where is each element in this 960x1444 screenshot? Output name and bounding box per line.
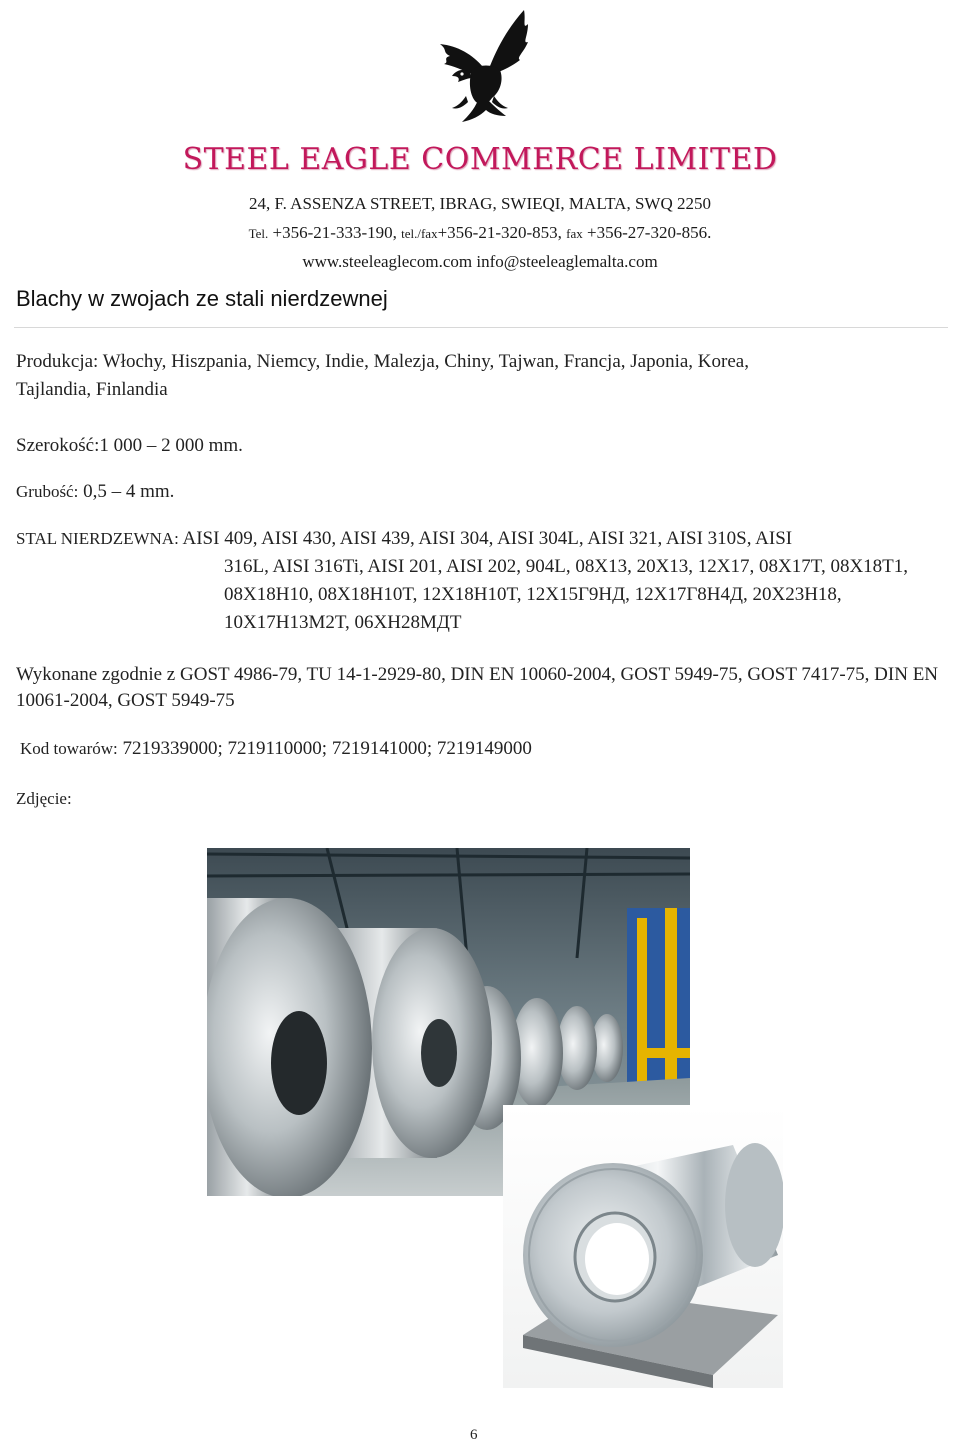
thickness-label: Grubość: bbox=[16, 482, 79, 501]
fax-label: fax bbox=[566, 226, 583, 241]
telfax-number: +356-21-320-853, bbox=[437, 223, 562, 242]
telfax-label: tel./fax bbox=[401, 226, 438, 241]
eagle-icon bbox=[428, 6, 540, 124]
steel-label: STAL NIERDZEWNA: bbox=[16, 529, 179, 548]
standards-value: GOST 4986-79, TU 14-1-2929-80, DIN EN 10060-2004, GOST 5949-75, GOST 7417-75, DIN EN 10061-2004, GOST 5949-75 bbox=[16, 664, 939, 711]
tel-number: +356-21-333-190, bbox=[272, 223, 397, 242]
fax-number: +356-27-320-856. bbox=[587, 223, 712, 242]
width-paragraph bbox=[16, 432, 243, 460]
email-link[interactable]: info@steeleaglemalta.com bbox=[476, 252, 658, 271]
steel-grades-line1: AISI 409, AISI 430, AISI 439, AISI 304, AISI 304L, AISI 321, AISI 310S, AISI bbox=[182, 528, 793, 549]
width-label: Szerokość: bbox=[16, 435, 100, 456]
company-address: 24, F. ASSENZA STREET, IBRAG, SWIEQI, MALTA, SWQ 2250 bbox=[249, 194, 711, 213]
company-name: STEEL EAGLE COMMERCE LIMITED bbox=[182, 142, 778, 177]
single-coil-photo bbox=[503, 1105, 783, 1388]
production-label: Produkcja: bbox=[16, 351, 99, 372]
thickness-paragraph bbox=[16, 478, 174, 506]
divider bbox=[14, 327, 948, 328]
code-value: 7219339000; 7219110000; 7219141000; 7219149000 bbox=[122, 738, 532, 759]
company-web bbox=[0, 252, 960, 272]
website-link[interactable]: www.steeleaglecom.com bbox=[302, 252, 473, 271]
commodity-code-paragraph bbox=[20, 735, 532, 763]
production-value: Włochy, Hiszpania, Niemcy, Indie, Malezja, Chiny, Tajwan, Francja, Japonia, Korea, Tajlandia, Finlandia bbox=[16, 351, 749, 400]
code-label: Kod towarów: bbox=[20, 739, 118, 758]
standards-label: Wykonane zgodnie z bbox=[16, 664, 176, 685]
photo-label: Zdjęcie: bbox=[16, 789, 72, 808]
steel-grades-first-line bbox=[16, 525, 956, 553]
steel-grades-rest: 316L, AISI 316Ti, AISI 201, AISI 202, 904L, 08X13, 20X13, 12X17, 08X17T, 08X18T1, 08X18H10, 08X18H10T, 12X18H10T, 12X15Г9НД, 12X17Г8Н4Д, 20X23H18, 10X17H13M2T, 06XH28МДТ bbox=[224, 556, 909, 633]
width-value: 1 000 – 2 000 mm. bbox=[99, 435, 243, 456]
thickness-value: 0,5 – 4 mm. bbox=[83, 481, 175, 502]
document-title: Blachy w zwojach ze stali nierdzewnej bbox=[16, 286, 388, 311]
company-phones bbox=[0, 223, 960, 243]
tel-label: Tel. bbox=[248, 226, 269, 241]
production-paragraph bbox=[16, 348, 776, 404]
standards-paragraph bbox=[16, 662, 946, 714]
page-number: 6 bbox=[470, 1427, 478, 1443]
